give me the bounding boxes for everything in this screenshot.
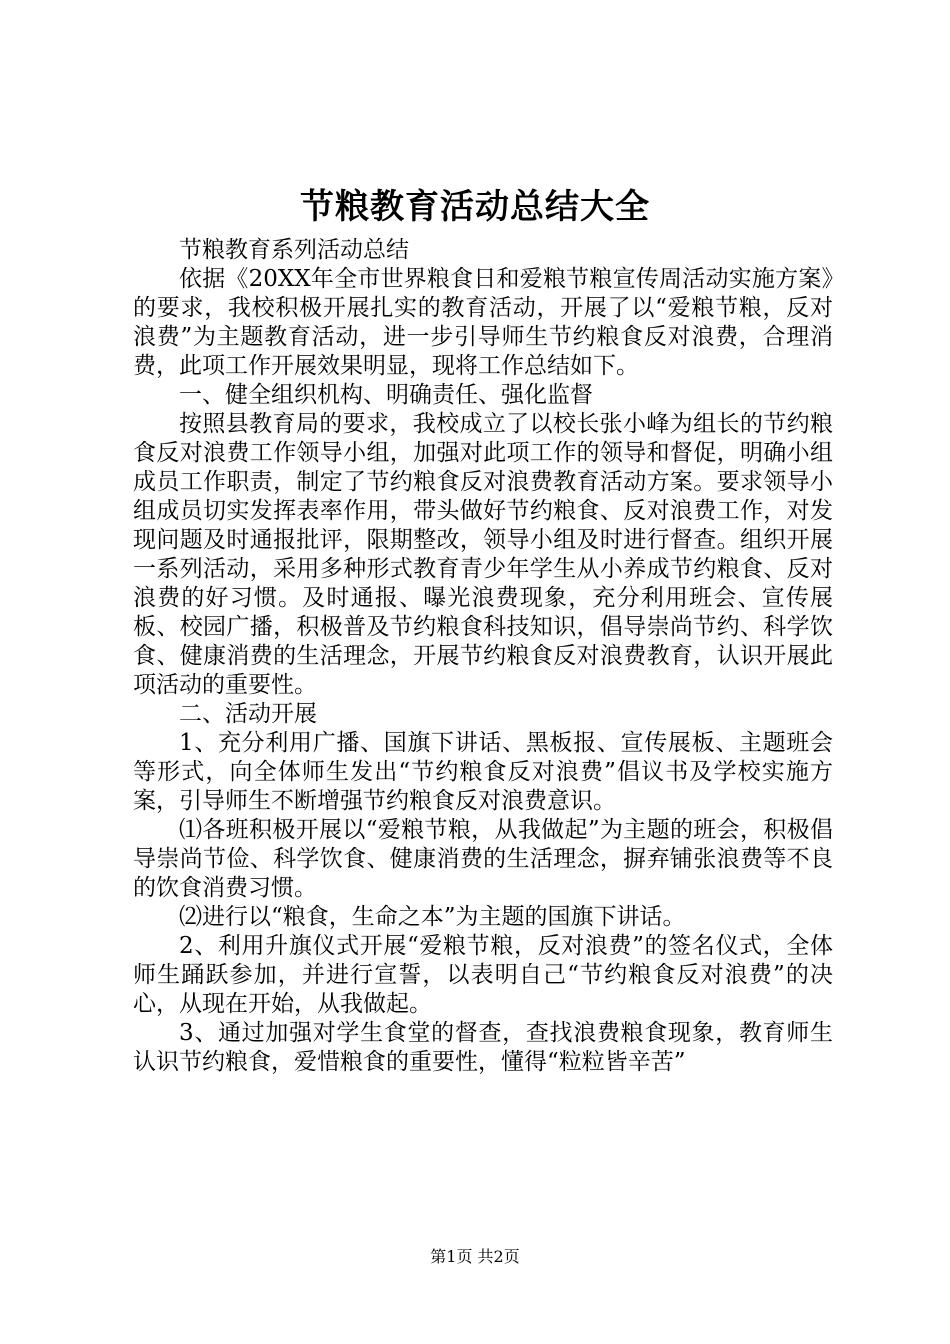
section-1-paragraph: 按照县教育局的要求，我校成立了以校长张小峰为组长的节约粮食反对浪费工作领导小组，加强对此项工作的领导和督促，明确小组成员工作职责，制定了节约粮食反对浪费教育活动方案。要求领导小组成员切实发挥表率作用，带头做好节约粮食、反对浪费工作，对发现问题及时通报批评，限期整改，领导小组及时进行督查。组织开展一系列活动，采用多种形式教育青少年学生从小养成节约粮食、反对浪费的好习惯。及时通报、曝光浪费现象，充分利用班会、宣传展板、校园广播，积极普及节约粮食科技知识，倡导崇尚节约、科学饮食、健康消费的生活理念，开展节约粮食反对浪费教育，认识开展此项活动的重要性。 bbox=[133, 411, 833, 698]
document-body bbox=[133, 236, 833, 1077]
section-heading-2: 二、活动开展 bbox=[179, 701, 317, 727]
activity-subitem-2: ⑵进行以“粮食，生命之本”为主题的国旗下讲话。 bbox=[179, 904, 686, 930]
subtitle-paragraph: 节粮教育系列活动总结 bbox=[179, 237, 409, 263]
activity-item-2: 2、利用升旗仪式开展“爱粮节粮，反对浪费”的签名仪式，全体师生踊跃参加，并进行宣誓，以表明自己“节约粮食反对浪费”的决心，从现在开始，从我做起。 bbox=[133, 933, 833, 1017]
activity-item-1: 1、充分利用广播、国旗下讲话、黑板报、宣传展板、主题班会等形式，向全体师生发出“节约粮食反对浪费”倡议书及学校实施方案，引导师生不断增强节约粮食反对浪费意识。 bbox=[133, 730, 833, 814]
section-heading-1: 一、健全组织机构、明确责任、强化监督 bbox=[179, 382, 593, 408]
intro-paragraph: 依据《20XX年全市世界粮食日和爱粮节粮宣传周活动实施方案》的要求，我校积极开展扎实的教育活动，开展了以“爱粮节粮，反对浪费”为主题教育活动，进一步引导师生节约粮食反对浪费，合理消费，此项工作开展效果明显，现将工作总结如下。 bbox=[133, 266, 833, 379]
page-title: 节粮教育活动总结大全 bbox=[300, 187, 650, 227]
activity-subitem-1: ⑴各班积极开展以“爱粮节粮，从我做起”为主题的班会，积极倡导崇尚节俭、科学饮食、健康消费的生活理念，摒弃铺张浪费等不良的饮食消费习惯。 bbox=[133, 817, 833, 901]
page-number-footer: 第1页 共2页 bbox=[430, 1247, 520, 1266]
activity-item-3: 3、通过加强对学生食堂的督查，查找浪费粮食现象，教育师生认识节约粮食，爱惜粮食的重要性，懂得“粒粒皆辛苦” bbox=[133, 1020, 833, 1075]
